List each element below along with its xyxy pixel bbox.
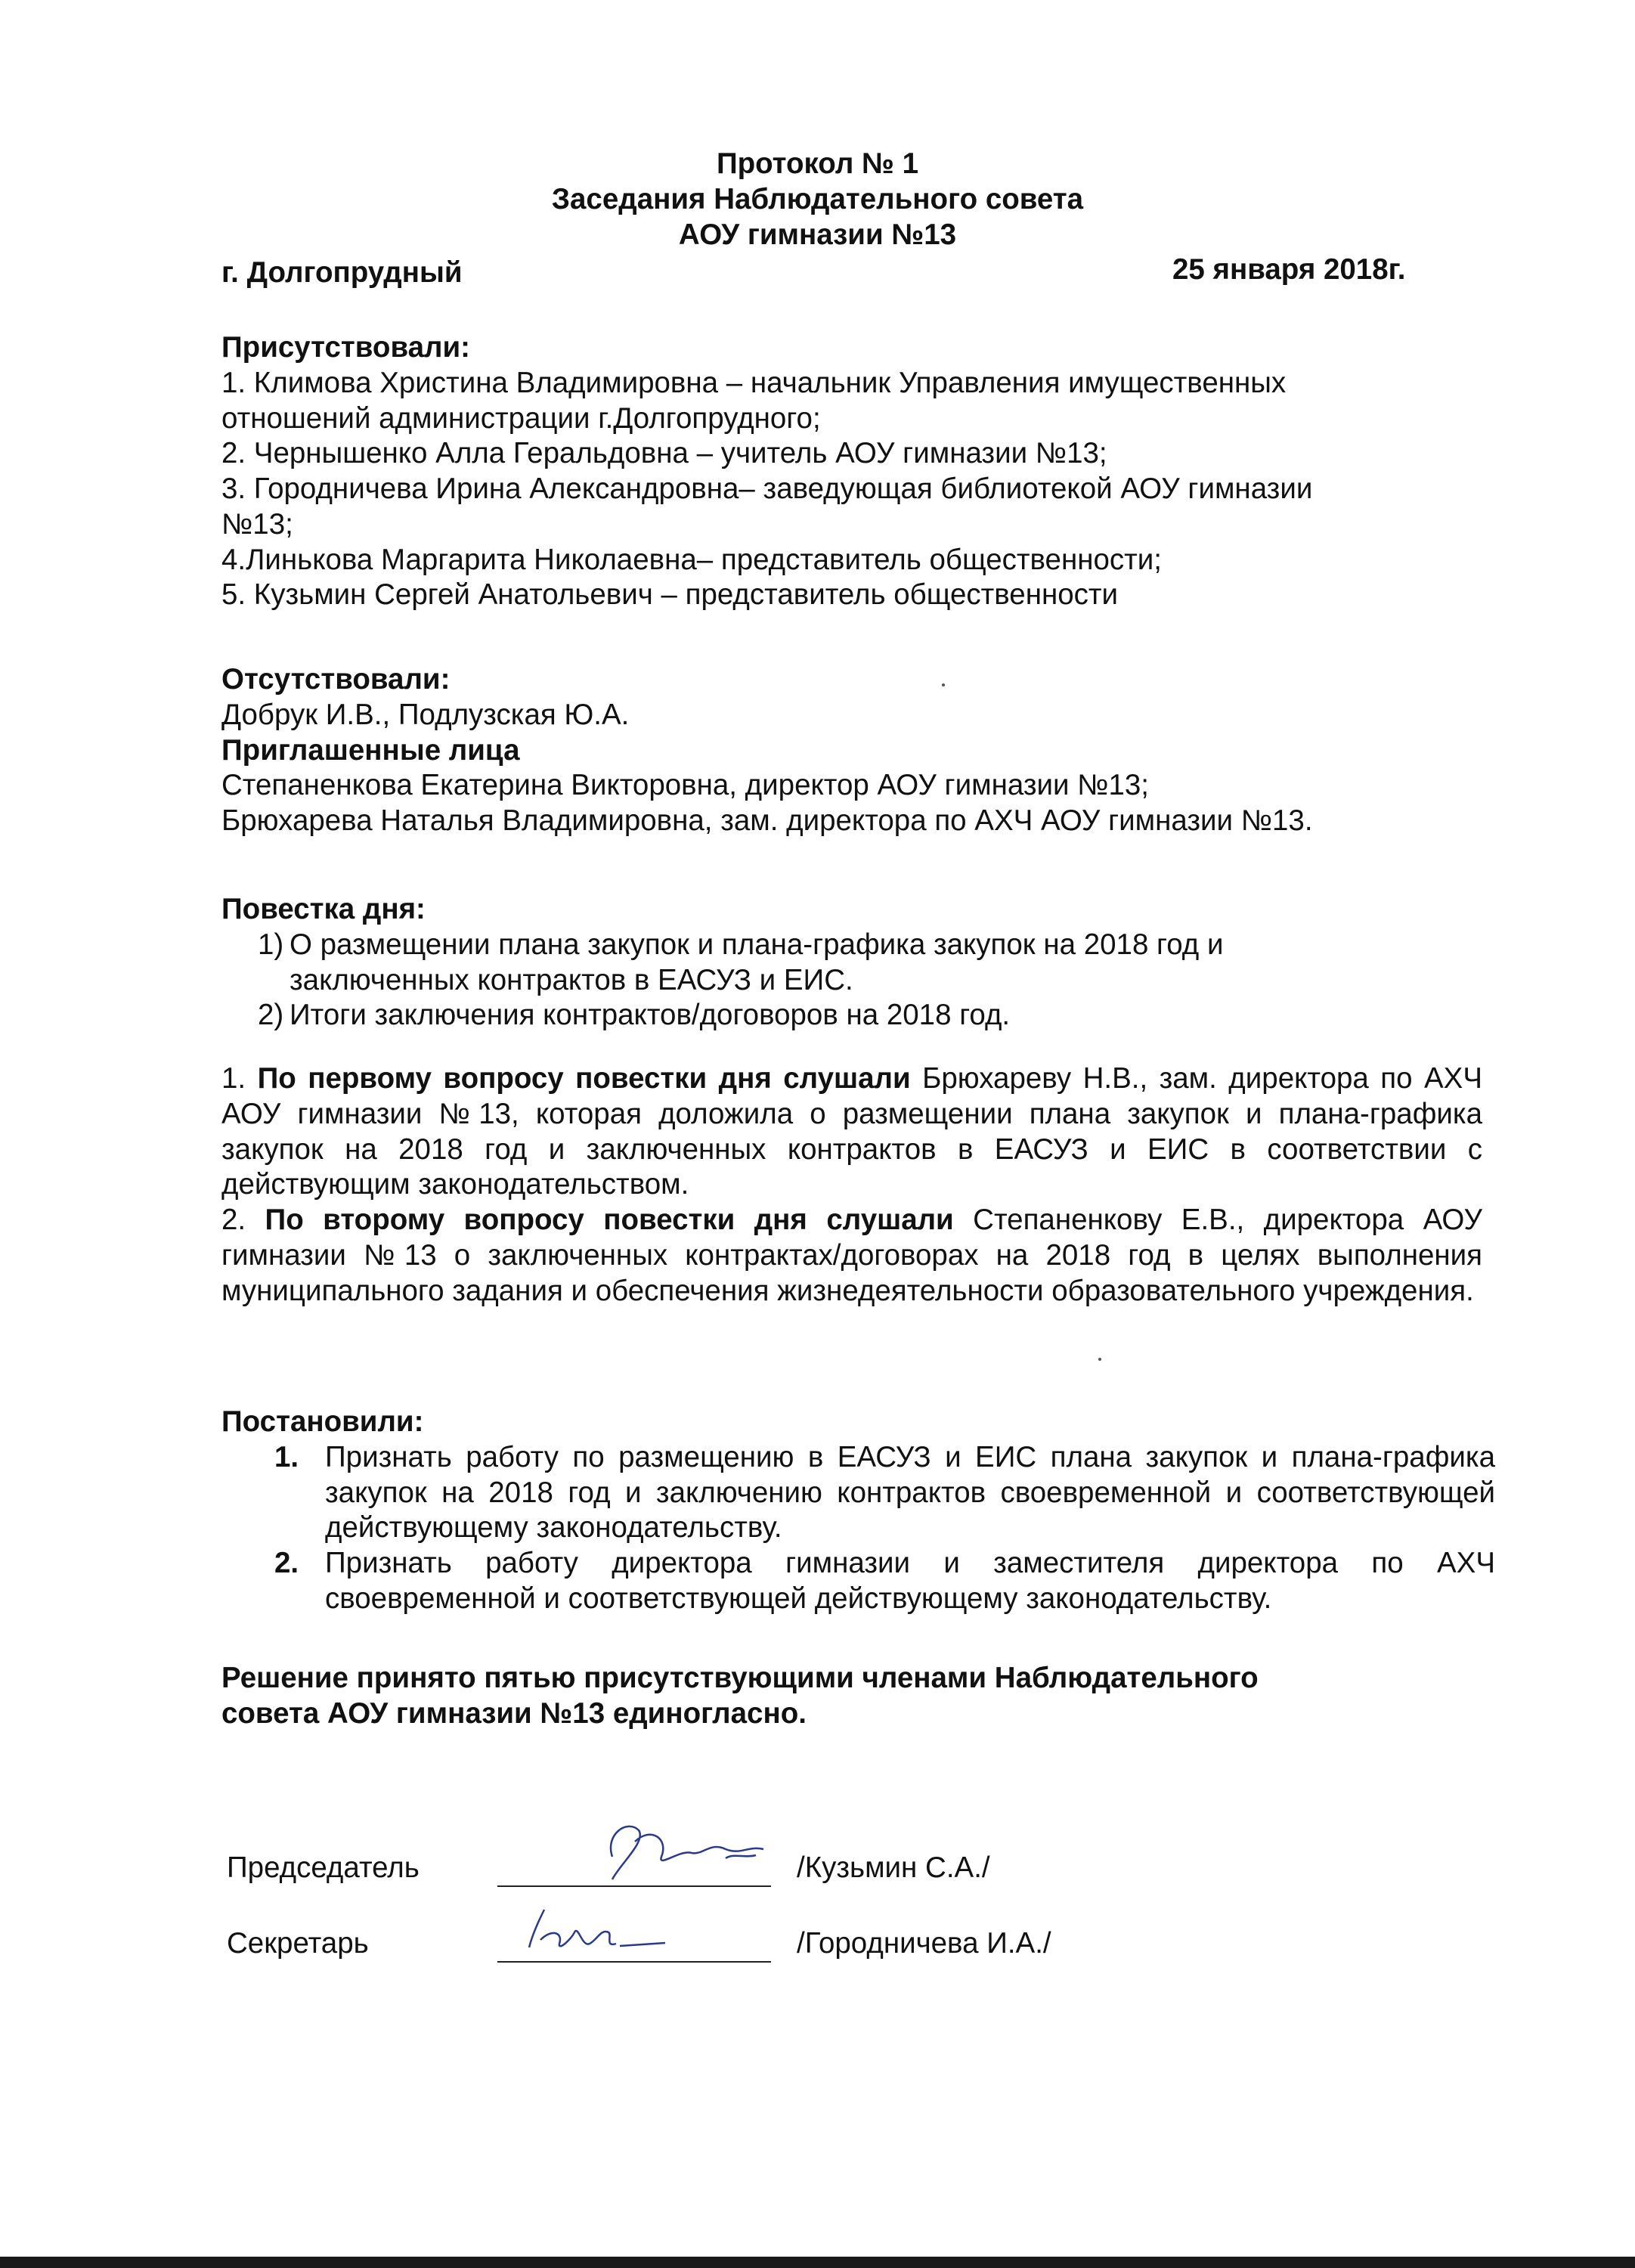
hearing-1-lead: По первому вопросу повестки дня слушали	[257, 1062, 911, 1095]
resolved-section	[221, 1405, 1495, 1617]
agenda-item-text: заключенных контрактов в ЕАСУЗ и ЕИС.	[290, 963, 853, 996]
present-line: 2. Чернышенко Алла Геральдовна – учитель АОУ гимназии №13;	[221, 437, 1107, 470]
hearing-1-text: Брюхареву Н.В., зам. директора по АХЧ АОУ гимназии №13, которая доложила о размещении плана закупок и плана-графика закупок на 2018 год и заключенных контрактов в ЕАСУЗ и ЕИС в соответствии с действующим законодательством.	[221, 1062, 1482, 1201]
hearing-paragraph-1	[221, 1061, 1482, 1203]
title-line-3: АОУ гимназии №13	[678, 218, 957, 251]
hearing-section	[221, 1061, 1482, 1309]
decision-line: Решение принято пятью присутствующими членами Наблюдательного	[221, 1662, 1259, 1694]
resolved-item-number: 1.	[274, 1440, 299, 1473]
scan-speck	[942, 683, 945, 686]
title-line-2: Заседания Наблюдательного совета	[551, 182, 1084, 215]
present-line: 1. Климова Христина Владимировна – начальник Управления имущественных	[221, 366, 1287, 399]
chairman-handwritten-signature	[499, 1811, 801, 1895]
invited-line: Степаненкова Екатерина Викторовна, директор АОУ гимназии №13;	[221, 769, 1149, 802]
absent-list: Добрук И.В., Подлузская Ю.А.	[221, 698, 630, 731]
scan-speck	[1098, 1358, 1101, 1361]
present-line: 4.Линькова Маргарита Николаевна– представитель общественности;	[221, 543, 1162, 576]
resolved-item	[221, 1546, 1495, 1617]
agenda-item	[221, 998, 1446, 1033]
signature-name: /Городничева И.А./	[797, 1927, 1051, 1960]
signature-role: Секретарь	[227, 1927, 369, 1960]
hearing-paragraph-2	[221, 1203, 1482, 1309]
signature-role: Председатель	[227, 1851, 420, 1884]
agenda-item-text: О размещении плана закупок и плана-графика закупок на 2018 год и	[290, 928, 1224, 961]
secretary-handwritten-signature	[499, 1887, 801, 1970]
present-line: 5. Кузьмин Сергей Анатольевич – представитель общественности	[221, 578, 1119, 612]
meeting-date: 25 января 2018г.	[1172, 253, 1406, 286]
present-heading: Присутствовали:	[221, 331, 470, 364]
invited-line: Брюхарева Наталья Владимировна, зам. директора по АХЧ АОУ гимназии №13.	[221, 804, 1313, 838]
hearing-2-number: 2.	[221, 1204, 265, 1237]
invited-heading: Приглашенные лица	[221, 733, 520, 767]
present-line: отношений администрации г.Долгопрудного;	[221, 401, 821, 435]
present-line: №13;	[221, 507, 293, 541]
decision-line: совета АОУ гимназии №13 единогласно.	[221, 1696, 807, 1730]
agenda-heading: Повестка дня:	[221, 893, 426, 925]
resolved-heading: Постановили:	[221, 1405, 424, 1438]
signature-name: /Кузьмин С.А./	[797, 1851, 990, 1884]
agenda-item-text: Итоги заключения контрактов/договоров на 2018 год.	[290, 999, 1011, 1032]
decision	[221, 1661, 1446, 1732]
resolved-item-number: 2.	[274, 1547, 299, 1580]
agenda-item	[221, 928, 1446, 999]
hearing-2-lead: По второму вопросу повестки дня слушали	[265, 1204, 954, 1237]
city: г. Долгопрудный	[221, 256, 463, 289]
resolved-item-text: Признать работу директора гимназии и заместителя директора по АХЧ своевременной и соответствующей действующему законодательству.	[325, 1547, 1495, 1615]
present-line: 3. Городничева Ирина Александровна– заведующая библиотекой АОУ гимназии	[221, 472, 1313, 506]
present-section	[221, 330, 1446, 613]
hearing-1-number: 1.	[221, 1062, 258, 1095]
agenda-item-number: 2)	[258, 999, 284, 1032]
agenda-item-number: 1)	[258, 928, 284, 961]
resolved-item	[221, 1440, 1495, 1546]
agenda-section	[221, 892, 1446, 1033]
absent-section	[221, 662, 1446, 839]
signature-row-secretary	[227, 1926, 1209, 1972]
document-title	[0, 147, 1635, 253]
resolved-item-text: Признать работу по размещению в ЕАСУЗ и ЕИС плана закупок и плана-графика закупок на 2018 год и заключению контрактов своевременной и соответствующей действующему законодательству.	[325, 1440, 1495, 1545]
hearing-2-text: Степаненкову Е.В., директора АОУ гимназии №13 о заключенных контрактах/договорах на 2018 год в целях выполнения муниципального задания и обеспечения жизнедеятельности образовательного учреждения.	[221, 1204, 1482, 1307]
absent-heading: Отсутствовали:	[221, 663, 451, 696]
title-line-1: Протокол № 1	[716, 147, 919, 180]
scan-bottom-edge	[0, 2257, 1635, 2268]
